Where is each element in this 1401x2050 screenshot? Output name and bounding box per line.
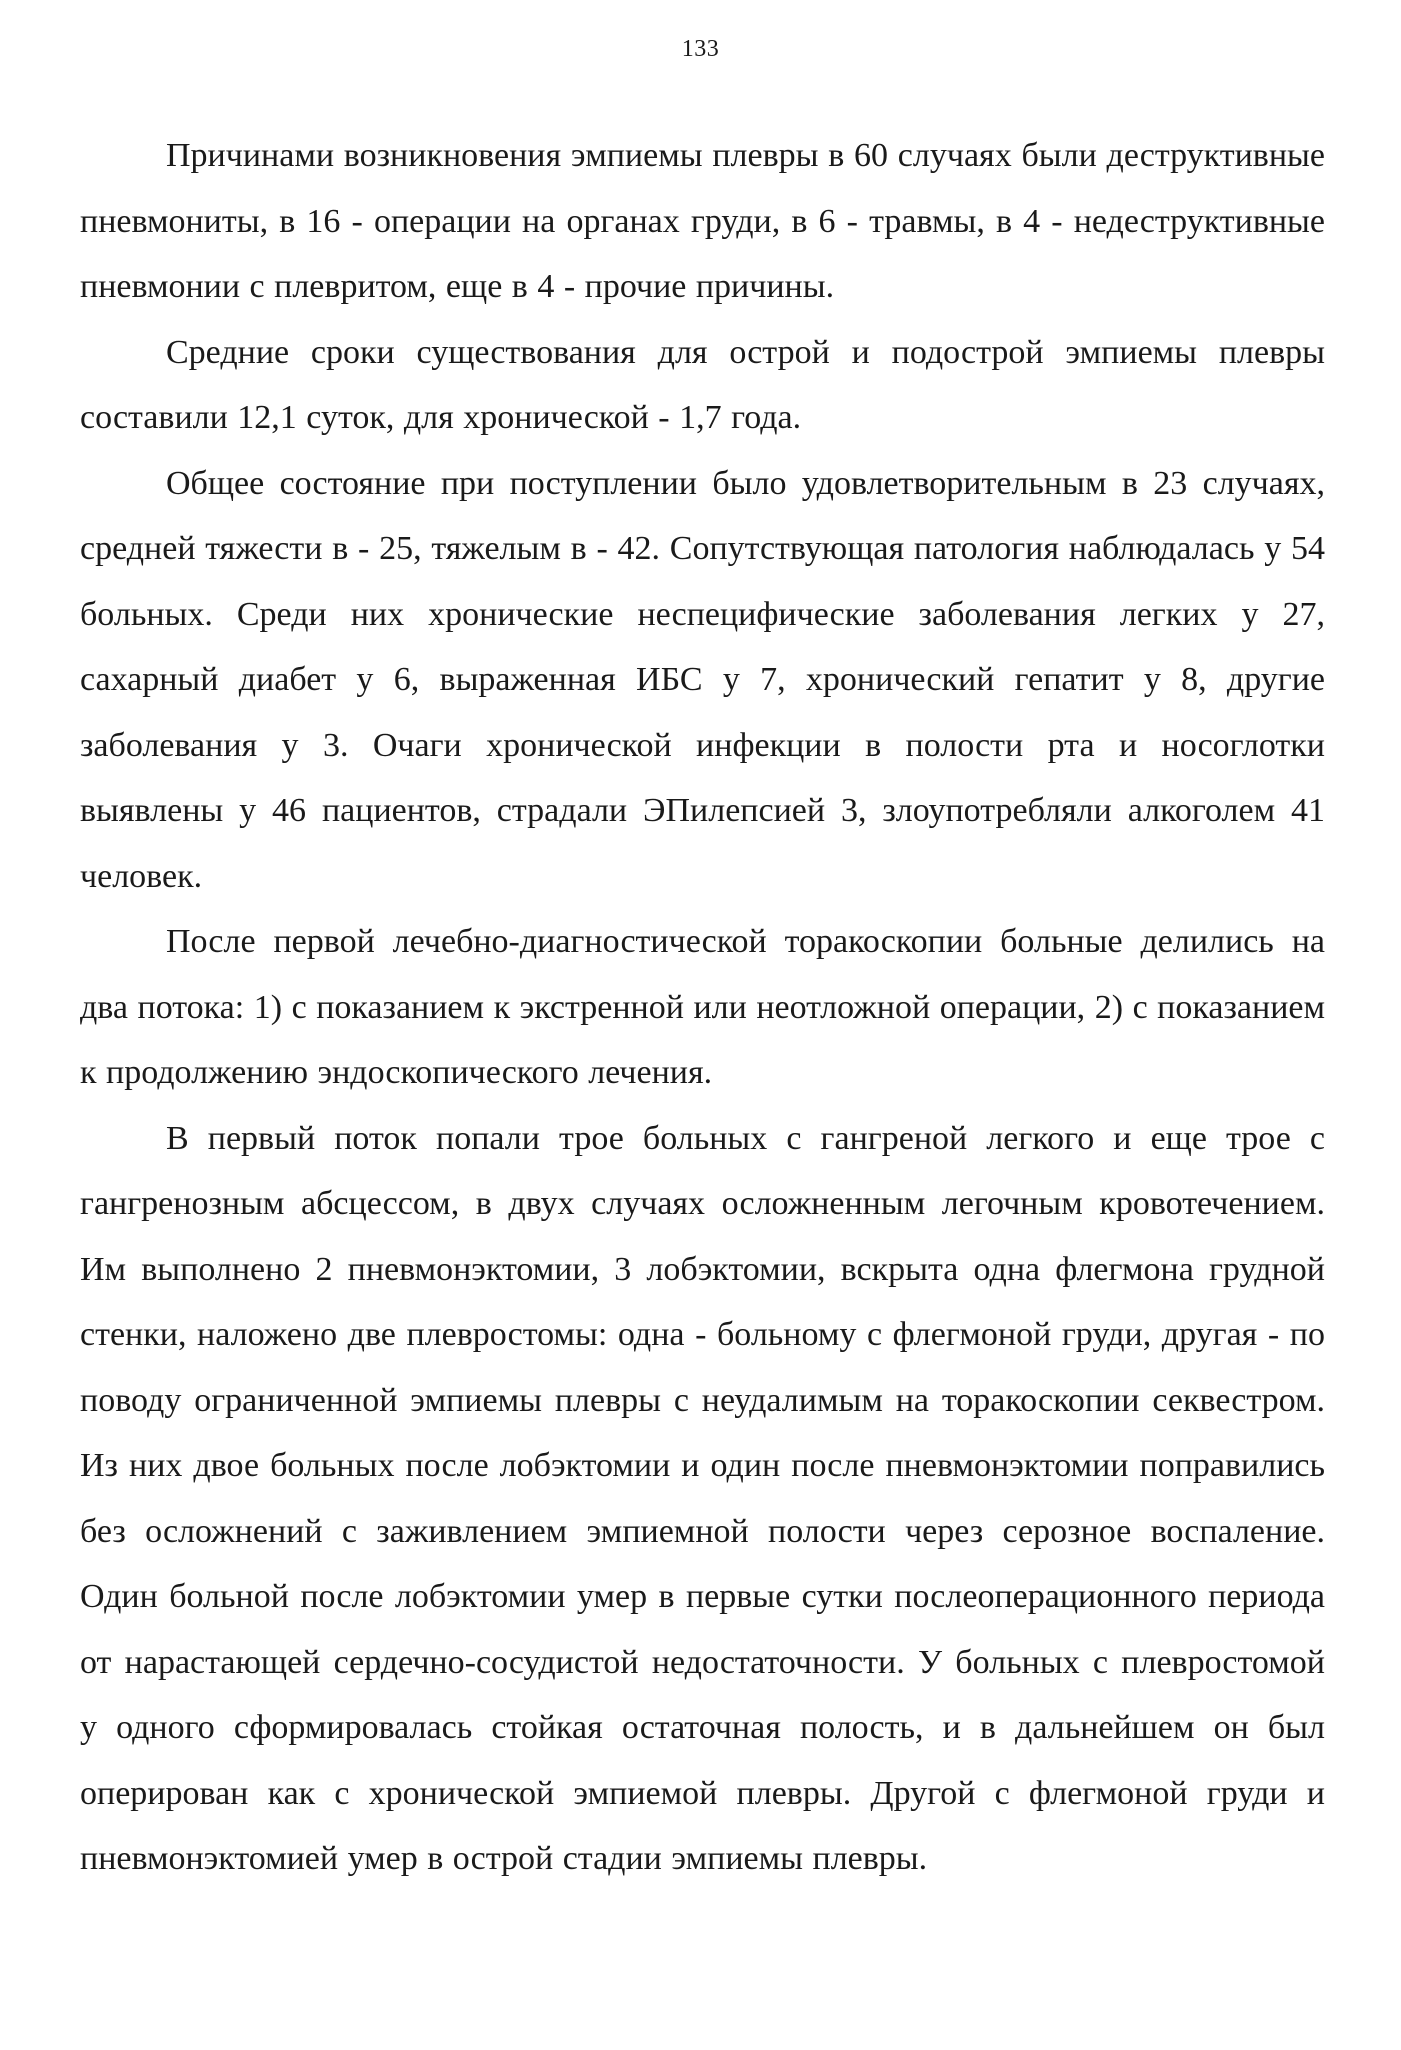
paragraph-first-stream: В первый поток попали трое больных с гангреной легкого и еще трое с гангренозным абсцессом, в двух случаях осложненным легочным кровотечением. Им выполнено 2 пневмонэктомии, 3 лобэктомии, вскрыта одна флегмона грудной стенки, наложено две плевростомы: одна - больному с флегмоной груди, другая - по поводу ограниченной эмпиемы плевры с неудалимым на торакоскопии секвестром. Из них двое больных после лобэктомии и один после пневмонэктомии поправились без осложнений с заживлением эмпиемной полости через серозное воспаление. Один больной после лобэктомии умер в первые сутки послеоперационного периода от нарастающей сердечно-сосудистой недостаточности. У больных с плевростомой у одного сформировалась стойкая остаточная полость, и в дальнейшем он был оперирован как с хронической эмпиемой плевры. Другой с флегмоной груди и пневмонэктомией умер в острой стадии эмпиемы плевры. bbox=[80, 1119, 1325, 1877]
paragraph-condition: Общее состояние при поступлении было удовлетворительным в 23 случаях, средней тяжести в - 25, тяжелым в - 42. Сопутствующая патология наблюдалась у 54 больных. Среди них хронические неспецифические заболевания легких у 27, сахарный диабет у 6, выраженная ИБС у 7, хронический гепатит у 8, другие заболевания у 3. Очаги хронической инфекции в полости рта и носоглотки выявлены у 46 пациентов, страдали ЭПилепсией 3, злоупотребляли алкоголем 41 человек. bbox=[80, 464, 1325, 895]
document-body bbox=[80, 123, 1325, 1892]
paragraph-duration: Средние сроки существования для острой и подострой эмпиемы плевры составили 12,1 суток, для хронической - 1,7 года. bbox=[80, 333, 1325, 436]
paragraph-causes: Причинами возникновения эмпиемы плевры в 60 случаях были деструктивные пневмониты, в 16 - операции на органах груди, в 6 - травмы, в 4 - недеструктивные пневмонии с плевритом, еще в 4 - прочие причины. bbox=[80, 137, 1325, 305]
page-number: 133 bbox=[681, 36, 720, 62]
paragraph-treatment-streams: После первой лечебно-диагностической торакоскопии больные делились на два потока: 1) с показанием к экстренной или неотложной операции, 2) с показанием к продолжению эндоскопического лечения. bbox=[80, 923, 1325, 1091]
